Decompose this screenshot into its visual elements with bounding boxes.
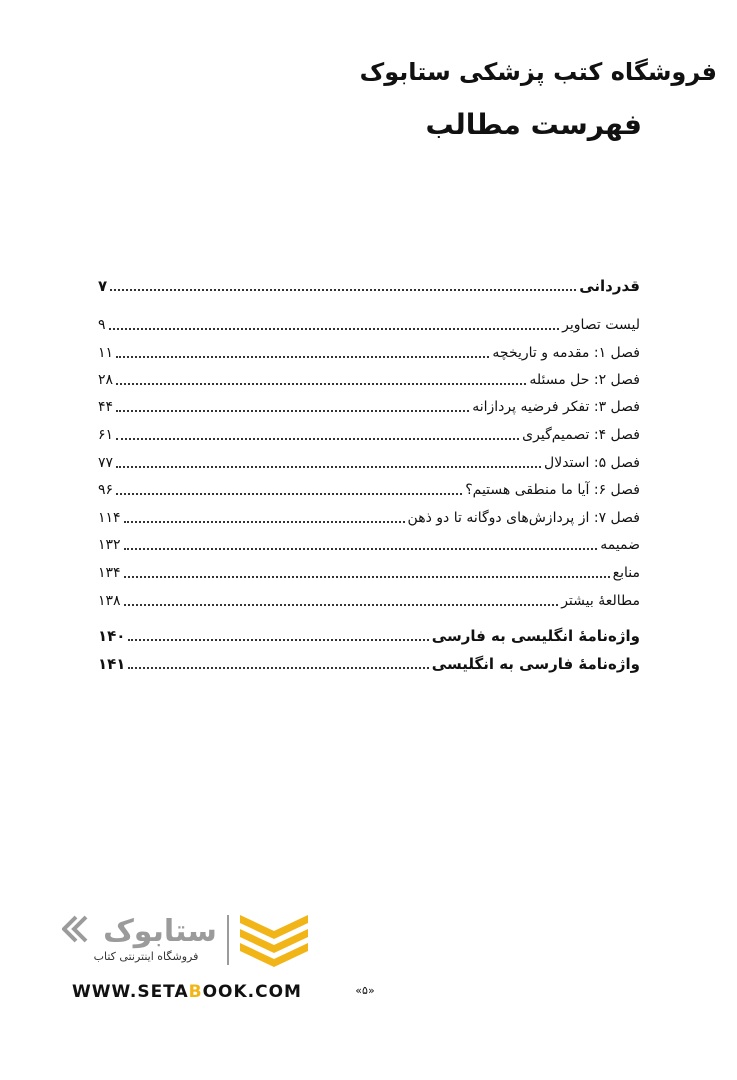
toc-entry-label: فصل ۷: از پردازش‌های دوگانه تا دو ذهن [407, 510, 640, 526]
toc-row-further-reading[interactable] [98, 588, 640, 610]
url-accent: B [188, 982, 203, 1002]
toc-entry-label: منابع [612, 565, 640, 581]
toc-leader-dots [116, 438, 519, 440]
toc-leader-dots [128, 667, 428, 669]
toc-row-references[interactable] [98, 560, 640, 582]
setabook-logo [62, 905, 312, 975]
toc-row-chapter-7[interactable] [98, 505, 640, 527]
toc-page-number: ۲۸ [98, 372, 114, 388]
toc-leader-dots [116, 410, 469, 412]
toc-row-acknowledgements[interactable] [98, 273, 640, 295]
toc-page-number: ۱۳۸ [98, 593, 121, 609]
toc-page-number: ۱۳۴ [98, 565, 121, 581]
toc-page-number: ۹۶ [98, 482, 114, 498]
logo-chevron-icon [74, 917, 86, 941]
toc-row-chapter-6[interactable] [98, 477, 640, 499]
toc-row-glossary-fa-en[interactable] [98, 651, 640, 673]
toc-entry-label: واژه‌نامۀ انگلیسی به فارسی [431, 627, 640, 645]
toc-leader-dots [124, 548, 598, 550]
website-url[interactable] [72, 982, 312, 1002]
toc-leader-dots [128, 639, 428, 641]
toc-page-number: ۱۳۲ [98, 537, 121, 553]
toc-entry-label: فصل ۵: استدلال [544, 455, 640, 471]
logo-wordmark: ستابوک [103, 914, 217, 949]
toc-entry-label: فصل ۱: مقدمه و تاریخچه [492, 345, 640, 361]
toc-page-number: ۱۴۰ [98, 627, 126, 645]
toc-entry-label: فصل ۶: آیا ما منطقی هستیم؟ [465, 482, 640, 498]
toc-row-chapter-5[interactable] [98, 450, 640, 472]
toc-entry-label: فصل ۳: تفکر فرضیه پردازانه [472, 399, 640, 415]
toc-page-number: ۴۴ [98, 399, 114, 415]
toc-entry-label: لیست تصاویر [562, 317, 640, 333]
toc-leader-dots [116, 383, 526, 385]
toc-leader-dots [124, 576, 610, 578]
toc-page-number: ۷۷ [98, 455, 114, 471]
toc-row-appendix[interactable] [98, 532, 640, 554]
toc-row-chapter-4[interactable] [98, 422, 640, 444]
toc-row-chapter-2[interactable] [98, 367, 640, 389]
toc-leader-dots [124, 604, 559, 606]
toc-leader-dots [116, 356, 489, 358]
logo-tagline: فروشگاه اینترنتی کتاب [93, 950, 199, 963]
toc-entry-label: فصل ۲: حل مسئله [529, 372, 640, 388]
toc-leader-dots [109, 328, 560, 330]
toc-page-number: ۱۱۴ [98, 510, 121, 526]
toc-leader-dots [110, 289, 576, 291]
toc-entry-label: مطالعۀ بیشتر [561, 593, 640, 609]
toc-leader-dots [124, 521, 405, 523]
toc-page-number: ۷ [98, 277, 108, 295]
site-name: فروشگاه کتب پزشکی ستابوک [359, 58, 717, 86]
toc-entry-label: واژه‌نامۀ فارسی به انگلیسی [431, 655, 640, 673]
toc-leader-dots [116, 466, 541, 468]
toc-leader-dots [116, 493, 462, 495]
toc-row-chapter-3[interactable] [98, 394, 640, 416]
toc-title: فهرست مطالب [425, 108, 642, 141]
toc-row-glossary-en-fa[interactable] [98, 623, 640, 645]
toc-page-number: ۹ [98, 317, 106, 333]
toc-page-number: ۱۱ [98, 345, 114, 361]
url-suffix: OOK.COM [202, 982, 302, 1002]
toc-entry-label: فصل ۴: تصمیم‌گیری [522, 427, 640, 443]
url-prefix: WWW.SETA [72, 982, 189, 1002]
toc-entry-label: ضمیمه [600, 537, 640, 553]
toc-row-list-of-figures[interactable] [98, 312, 640, 334]
toc-row-chapter-1[interactable] [98, 340, 640, 362]
page-number: «۵» [355, 984, 375, 997]
toc-page-number: ۶۱ [98, 427, 114, 443]
toc-page-number: ۱۴۱ [98, 655, 126, 673]
toc-entry-label: قدردانی [579, 277, 640, 295]
